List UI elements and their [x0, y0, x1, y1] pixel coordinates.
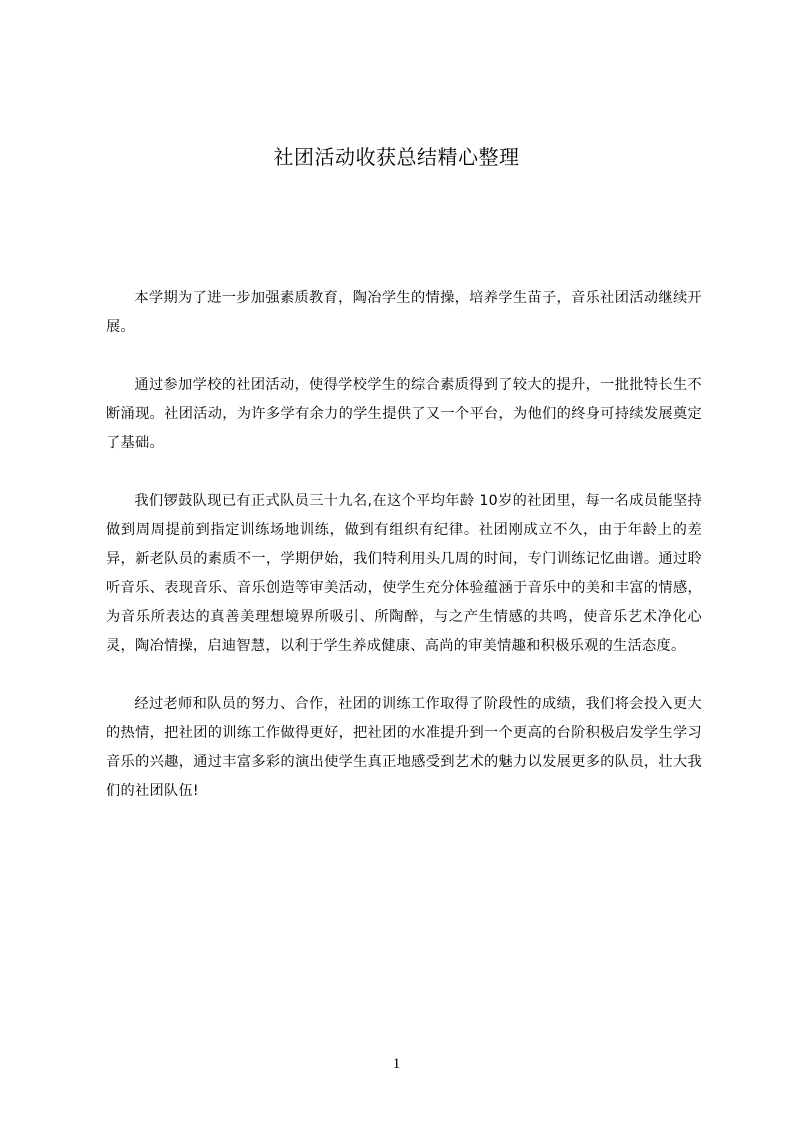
document-body	[106, 284, 702, 835]
paragraph-4: 经过老师和队员的努力、合作，社团的训练工作取得了阶段性的成绩，我们将会投入更大的热情，把社团的训练工作做得更好，把社团的水准提升到一个更高的台阶积极启发学生学习音乐的兴趣，通过丰富多彩的演出使学生真正地感受到艺术的魅力以发展更多的队员，壮大我们的社团队伍!	[106, 696, 702, 799]
page-number: 1	[392, 1056, 401, 1072]
paragraph-1: 本学期为了进一步加强素质教育，陶冶学生的情操，培养学生苗子，音乐社团活动继续开展。	[106, 290, 702, 335]
paragraph-3: 我们锣鼓队现已有正式队员三十九名,在这个平均年龄 10岁的社团里，每一名成员能坚持做到周周提前到指定训练场地训练，做到有组织有纪律。社团刚成立不久，由于年龄上的差异，新老队员的素质不一，学期伊始，我们特利用头几周的时间，专门训练记忆曲谱。通过聆听音乐、表现音乐、音乐创造等审美活动，使学生充分体验蕴涵于音乐中的美和丰富的情感，为音乐所表达的真善美理想境界所吸引、所陶醉，与之产生情感的共鸣，使音乐艺术净化心灵，陶冶情操，启迪智慧，以利于学生养成健康、高尚的审美情趣和积极乐观的生活态度。	[106, 493, 702, 654]
paragraph-2: 通过参加学校的社团活动，使得学校学生的综合素质得到了较大的提升，一批批特长生不断涌现。社团活动，为许多学有余力的学生提供了又一个平台，为他们的终身可持续发展奠定了基础。	[106, 377, 702, 451]
document-title: 社团活动收获总结精心整理	[273, 145, 520, 169]
